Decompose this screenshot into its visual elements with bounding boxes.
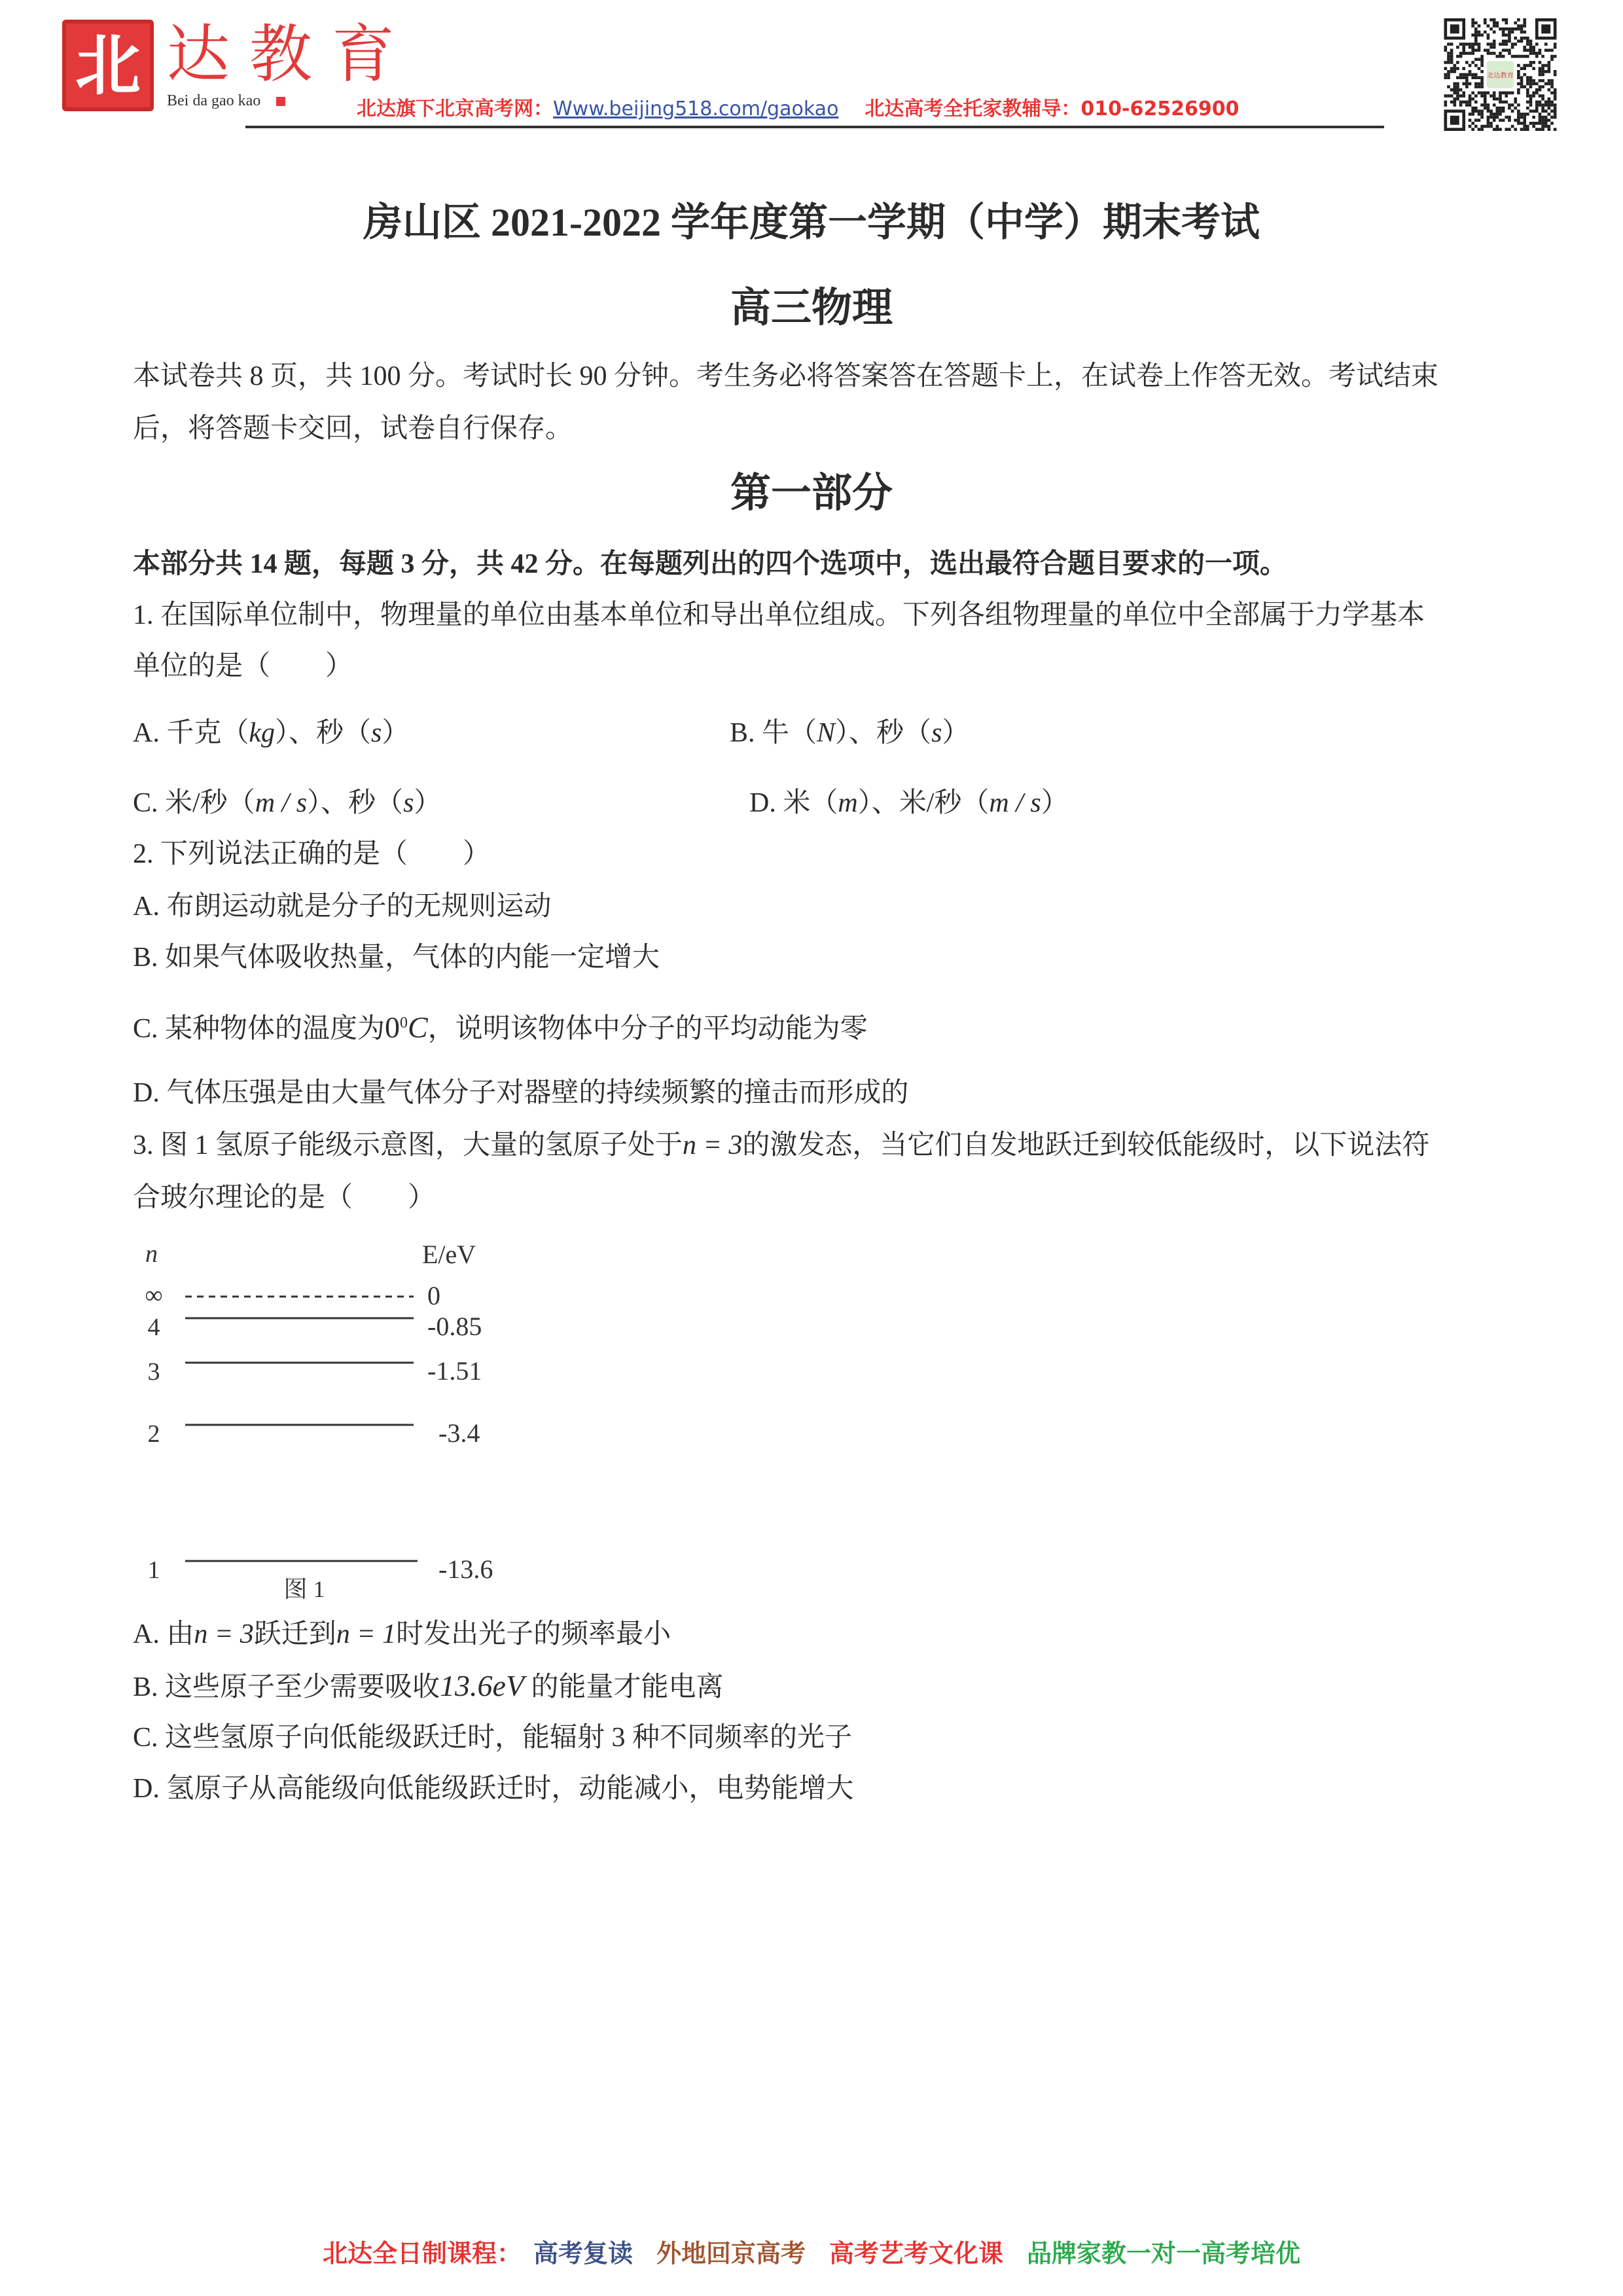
option-text: ）、秒（	[307, 788, 404, 818]
q2-stem: 2. 下列说法正确的是（ ）	[133, 839, 491, 869]
qr-center-text: 北达教育	[1487, 72, 1514, 80]
option-text: 牛（	[762, 718, 817, 748]
option-label: D.	[133, 1774, 160, 1804]
q1-option-b[interactable]	[730, 717, 969, 749]
option-text: 跃迁到	[253, 1619, 336, 1649]
q1-option-a[interactable]	[133, 717, 409, 749]
option-text: 时发出光子的频率最小	[396, 1619, 671, 1649]
q3-option-c[interactable]	[133, 1721, 852, 1754]
q3-stem-line-2: 合玻尔理论的是（ ）	[133, 1183, 436, 1213]
option-math: m	[838, 788, 858, 818]
level-energy-label: -0.85	[427, 1312, 482, 1341]
level-n-label: ∞	[145, 1282, 163, 1309]
option-label: C.	[133, 1723, 158, 1753]
option-math: N	[817, 718, 836, 748]
n-axis-label: n	[145, 1240, 158, 1268]
option-text: ）、秒（	[835, 718, 932, 748]
stem-text: 3. 图 1 氢原子能级示意图，大量的氢原子处于	[133, 1130, 683, 1160]
logo-seal	[62, 20, 154, 111]
option-label: A.	[133, 1619, 160, 1649]
tutor-label: 北达高考全托家教辅导：	[865, 98, 1081, 120]
logo-subtitle: Bei da gao kao	[167, 92, 261, 109]
option-label: A.	[133, 718, 160, 748]
q2-option-a[interactable]	[133, 890, 551, 923]
level-n-label: 2	[147, 1420, 160, 1448]
q2-option-b[interactable]	[133, 941, 660, 974]
option-text: 气体压强是由大量气体分子对器壁的持续频繁的撞击而形成的	[166, 1078, 909, 1108]
option-label: B.	[133, 942, 158, 973]
logo-square-icon	[276, 97, 285, 106]
option-math: C	[408, 1011, 428, 1044]
logo-seal-char: 北	[75, 27, 141, 104]
q1-stem-line-1: 1. 在国际单位制中，物理量的单位由基本单位和导出单位组成。下列各组物理量的单位中全部属于力学基本	[133, 600, 1425, 630]
option-text: ，说明该物体中分子的平均动能为零	[427, 1014, 868, 1044]
q2-option-c[interactable]	[133, 1011, 868, 1045]
option-label: C.	[133, 1014, 158, 1044]
option-label: C.	[133, 788, 158, 818]
q2-option-d[interactable]	[133, 1077, 908, 1109]
level-n-label: 1	[147, 1556, 160, 1584]
option-math: s	[371, 718, 382, 748]
option-text: 如果气体吸收热量，气体的内能一定增大	[165, 942, 660, 973]
exam-subject: 高三物理	[730, 286, 893, 331]
option-math: s	[403, 788, 414, 818]
option-math: n = 1	[336, 1619, 397, 1649]
option-superscript: 0	[400, 1014, 408, 1031]
option-math: m / s	[989, 788, 1041, 818]
option-math: 13.6eV	[440, 1669, 525, 1702]
option-text: ）	[1041, 788, 1069, 818]
option-label: D.	[749, 788, 776, 818]
option-text: 这些氢原子向低能级跃迁时，能辐射 3 种不同频率的光子	[165, 1723, 853, 1753]
option-text: 某种物体的温度为	[165, 1014, 385, 1044]
header-info-line	[357, 98, 1240, 120]
q3-stem-line-1	[133, 1129, 1429, 1162]
energy-level-diagram	[118, 1224, 537, 1604]
option-text: 千克（	[166, 718, 249, 748]
intro-line-1: 本试卷共 8 页，共 100 分。考试时长 90 分钟。考生务必将答案答在答题卡上，在试卷上作答无效。考试结束	[133, 361, 1439, 391]
level-energy-label: 0	[427, 1281, 440, 1310]
footer-course-link[interactable]: 品牌家教一对一高考培优	[1027, 2239, 1301, 2268]
footer-course-link[interactable]: 外地回京高考	[656, 2239, 806, 2268]
level-n-label: 3	[147, 1358, 160, 1386]
stem-math: n = 3	[683, 1130, 743, 1160]
level-energy-label: -3.4	[438, 1418, 480, 1448]
site-link[interactable]: Www.beijing518.com/gaokao	[553, 98, 839, 120]
level-energy-label: -13.6	[438, 1554, 493, 1584]
option-math: s	[931, 718, 942, 748]
option-label: A.	[133, 891, 160, 922]
q1-option-d[interactable]	[749, 787, 1069, 819]
section-title: 第一部分	[730, 471, 893, 516]
option-label: B.	[133, 1672, 158, 1702]
tutor-phone: 010-62526900	[1080, 98, 1240, 120]
level-n-label: 4	[147, 1314, 160, 1341]
option-label: D.	[133, 1078, 160, 1108]
footer-label: 北达全日制课程：	[322, 2239, 522, 2268]
option-label: B.	[730, 718, 755, 748]
footer-course-link[interactable]: 高考复读	[533, 2239, 633, 2268]
section-instruction: 本部分共 14 题，每题 3 分，共 42 分。在每题列出的四个选项中，选出最符合题目要求的一项。	[133, 549, 1288, 579]
q1-stem-line-2: 单位的是（ ）	[133, 651, 353, 681]
header-divider	[245, 126, 1384, 128]
option-text: 的能量才能电离	[531, 1672, 724, 1702]
option-text: 由	[166, 1619, 194, 1649]
option-text: 这些原子至少需要吸收	[165, 1672, 440, 1702]
q3-option-b[interactable]	[133, 1670, 724, 1704]
option-math: m / s	[255, 788, 308, 818]
exam-title: 房山区 2021-2022 学年度第一学期（中学）期末考试	[363, 201, 1260, 244]
option-text: ）、秒（	[275, 718, 372, 748]
option-math: n = 3	[194, 1619, 254, 1649]
q3-option-d[interactable]	[133, 1772, 853, 1805]
footer-courses	[0, 2238, 1623, 2269]
option-text: 米（	[783, 788, 838, 818]
q1-option-c[interactable]	[133, 787, 441, 819]
q3-option-a[interactable]	[133, 1618, 671, 1651]
intro-line-2: 后，将答题卡交回，试卷自行保存。	[133, 414, 573, 444]
option-text: ）、米/秒（	[857, 788, 990, 818]
option-text: 米/秒（	[165, 788, 255, 818]
level-energy-label: -1.51	[427, 1356, 482, 1386]
option-text: ）	[382, 718, 410, 748]
site-label: 北达旗下北京高考网：	[357, 98, 553, 120]
energy-axis-label: E/eV	[422, 1240, 476, 1269]
qr-code-icon	[1440, 18, 1561, 131]
option-text: ）	[414, 788, 442, 818]
footer-course-link[interactable]: 高考艺考文化课	[829, 2239, 1004, 2268]
option-math: kg	[249, 718, 276, 748]
logo-text: 达教育	[167, 18, 414, 91]
figure-caption: 图 1	[283, 1576, 325, 1602]
stem-text: 的激发态，当它们自发地跃迁到较低能级时，以下说法符	[742, 1130, 1430, 1160]
option-text: ）	[942, 718, 970, 748]
option-text: 布朗运动就是分子的无规则运动	[166, 891, 552, 922]
option-text: 氢原子从高能级向低能级跃迁时，动能减小，电势能增大	[166, 1774, 854, 1804]
option-math: 0	[385, 1011, 401, 1044]
